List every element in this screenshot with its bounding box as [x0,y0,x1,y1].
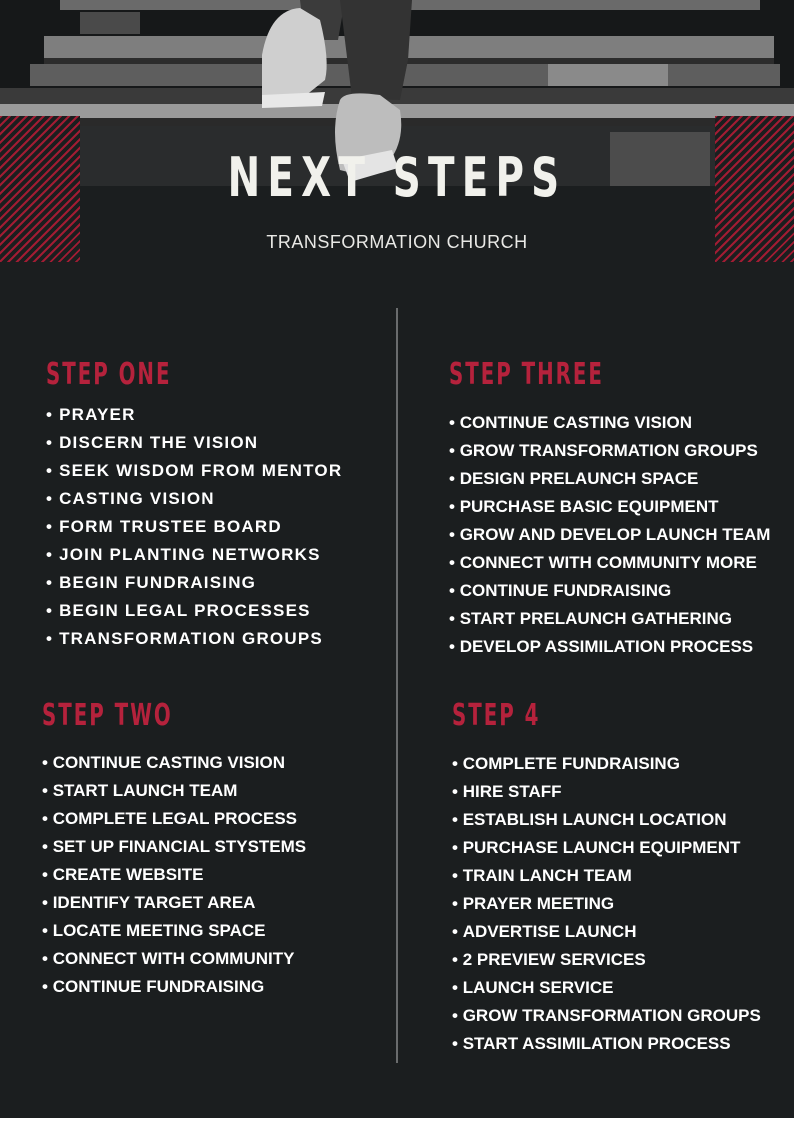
list-item: • CONNECT WITH COMMUNITY [42,945,306,973]
column-divider [396,308,398,1063]
list-item: • LAUNCH SERVICE [452,974,761,1002]
list-item: • ESTABLISH LAUNCH LOCATION [452,806,761,834]
stairs-photo [0,0,794,262]
list-item: • GROW TRANSFORMATION GROUPS [452,1002,761,1030]
step-list [42,749,306,1001]
list-item: • CONTINUE FUNDRAISING [449,577,770,605]
list-item: • START ASSIMILATION PROCESS [452,1030,761,1058]
list-item: • GROW TRANSFORMATION GROUPS [449,437,770,465]
list-item: • DEVELOP ASSIMILATION PROCESS [449,633,770,661]
list-item: • START PRELAUNCH GATHERING [449,605,770,633]
list-item: • HIRE STAFF [452,778,761,806]
list-item: • SEEK WISDOM FROM MENTOR [46,457,342,485]
list-item: • CONTINUE CASTING VISION [42,749,306,777]
step-heading: STEP TWO [42,698,173,733]
list-item: • DISCERN THE VISION [46,429,342,457]
list-item: • PRAYER MEETING [452,890,761,918]
list-item: • ADVERTISE LAUNCH [452,918,761,946]
step-heading: STEP THREE [449,357,604,392]
list-item: • BEGIN FUNDRAISING [46,569,342,597]
step-list [452,750,761,1058]
list-item: • BEGIN LEGAL PROCESSES [46,597,342,625]
list-item: • DESIGN PRELAUNCH SPACE [449,465,770,493]
list-item: • FORM TRUSTEE BOARD [46,513,342,541]
list-item: • CASTING VISION [46,485,342,513]
step-three-section [449,358,770,661]
list-item: • PRAYER [46,401,342,429]
header-photo [0,0,794,262]
step-heading: STEP 4 [452,698,541,733]
list-item: • IDENTIFY TARGET AREA [42,889,306,917]
page-subtitle: TRANSFORMATION CHURCH [266,232,528,252]
list-item: • LOCATE MEETING SPACE [42,917,306,945]
list-item: • PURCHASE LAUNCH EQUIPMENT [452,834,761,862]
step-two-section [42,699,306,1001]
list-item: • START LAUNCH TEAM [42,777,306,805]
list-item: • CREATE WEBSITE [42,861,306,889]
list-item: • CONTINUE CASTING VISION [449,409,770,437]
list-item: • COMPLETE LEGAL PROCESS [42,805,306,833]
list-item: • PURCHASE BASIC EQUIPMENT [449,493,770,521]
list-item: • SET UP FINANCIAL STYSTEMS [42,833,306,861]
list-item: • 2 PREVIEW SERVICES [452,946,761,974]
step-four-section [452,699,761,1058]
list-item: • TRANSFORMATION GROUPS [46,625,342,653]
step-heading: STEP ONE [46,357,172,392]
step-list [449,409,770,661]
list-item: • TRAIN LANCH TEAM [452,862,761,890]
list-item: • COMPLETE FUNDRAISING [452,750,761,778]
page-title: NEXT STEPS [227,146,567,209]
list-item: • CONTINUE FUNDRAISING [42,973,306,1001]
list-item: • CONNECT WITH COMMUNITY MORE [449,549,770,577]
step-list [46,401,342,653]
step-one-section [46,358,342,653]
list-item: • JOIN PLANTING NETWORKS [46,541,342,569]
list-item: • GROW AND DEVELOP LAUNCH TEAM [449,521,770,549]
